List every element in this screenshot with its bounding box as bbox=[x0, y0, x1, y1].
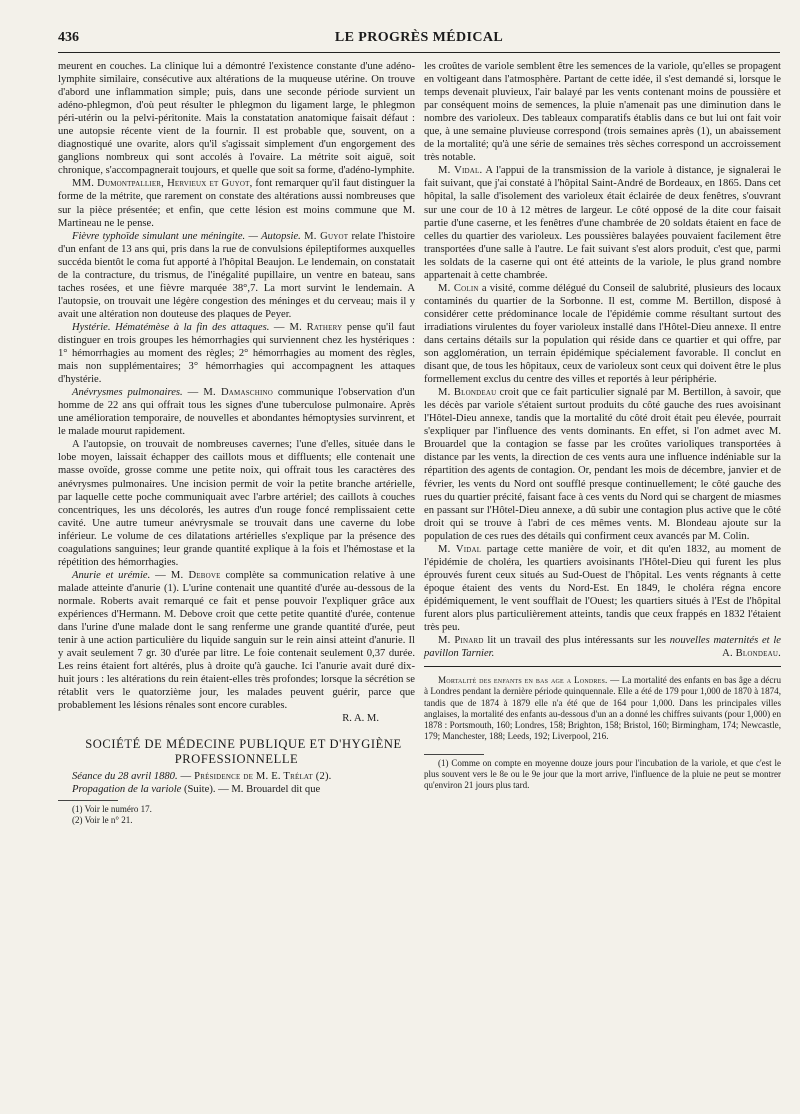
paragraph-text: communique l'observation d'un homme de 22 ans qui offrait tous les signes d'une tuberculose pulmonaire. Après une amélioration temporaire, de nouvelles et abondantes hémoptysies survinrent, et le malade mourut rapidement. bbox=[58, 387, 415, 438]
footnote: (2) Voir le n° 21. bbox=[72, 815, 133, 826]
footnote-rule bbox=[424, 754, 484, 755]
paragraph bbox=[58, 321, 415, 386]
journal-title: LE PROGRÈS MÉDICAL bbox=[334, 30, 504, 45]
paragraph bbox=[58, 177, 415, 229]
paragraph bbox=[58, 386, 415, 438]
section-title: Anévrysmes pulmonaires. bbox=[72, 387, 183, 399]
paragraph bbox=[424, 543, 781, 634]
paragraph bbox=[58, 230, 415, 321]
signature: A. Blondeau. bbox=[722, 648, 781, 660]
author-name: — M. Damaschino bbox=[187, 387, 273, 399]
paragraph bbox=[424, 164, 781, 281]
footnote: (1) Comme on compte en moyenne douze jours pour l'incubation de la variole, et que c'est le plus souvent vers le 8e ou le 9e jour que la mort arrive, l'influence de la pluie ne peut se montrer qu'environ 21 jours plus tard. bbox=[424, 758, 781, 791]
section-title: Propagation de la variole bbox=[72, 784, 182, 796]
seance-line bbox=[58, 770, 415, 783]
footnote-rule bbox=[58, 800, 118, 801]
paragraph bbox=[424, 634, 781, 660]
paragraph-text: a visité, comme délégué du Conseil de salubrité, plusieurs des locaux contaminés du quartier de la Sorbonne. Il est, comme M. Bertillon, disposé à considérer cette prédominance locale de l'épidémie comme résultant surtout des irradiations virulentes du foyer varioleux installé dans l'Hôtel-Dieu annexe. Il entre dans certains détails sur la population qui réside dans ce quartier et qui offre, par son agglomération, un terrain épidémique spécialement favorable. Il conclut en disant que, de tous les hôpitaux, ceux de varioleux sont ceux qui doivent être le plus formellement exclus du centre des villes et reportés à leur périphérie. bbox=[424, 282, 781, 386]
paragraph-text: croit que ce fait particulier signalé par M. Bertillon, à savoir, que les décès par variole s'étaient surtout produits du côté gauche des rues avoisinant l'Hôtel-Dieu annexe, tandis que la mortalité du côté droit était peu élevée, pourrait s'expliquer par l'influence des vents dominants. En effet, si l'on admet avec M. Brouardel que la contagion se fasse par les croûtes varioliques transportées à distance par les vents, la direction de ces vents aura une influence indéniable sur la répartition des agents de contagion. Or, pendant les mois de décembre, janvier et de février, les vents du Nord ont soufflé presque continuellement; le côté gauche des rues du quartier précité, faisant face à ces vents du Nord qui se chargent de miasmes en passant sur l'Hôtel-Dieu annexe, a dû subir une contagion plus active que le côté droit qui se trouve à l'abri de ces mêmes vents. M. Blondeau ajoute sur la population de ces rues des détails qui confirment ceux avancés par M. Colin. bbox=[424, 387, 781, 542]
paragraph bbox=[424, 386, 781, 543]
paragraph-text: A l'appui de la transmission de la variole à distance, je signalerai le fait suivant, que j'ai constaté à l'hôpital Saint-André de Bordeaux, en 1865. Dans cet hôpital, la salle d'isolement des varioleux était éclairée de deux fenêtres, s'ouvrant sur une cour de 10 à 12 mètres de largeur. Le côté opposé de la dite cour faisait partie d'une caserne, et les fenêtres d'une chambrée de 20 soldats étaient en face de celles du quartier des varioleux. Les poussières balayées pouvaient facilement être transportées d'une salle à l'autre. Le fait suivant s'est alors produit, c'est que, parmi les soldats de la caserne qui ont été atteints de la variole, le plus grand nombre appartenait à cette chambrée. bbox=[424, 165, 781, 281]
presidence: — Présidence de M. E. Trélat (2). bbox=[177, 771, 332, 783]
author-name: M. Vidal. bbox=[438, 165, 483, 177]
paragraph-text: pense qu'il faut distinguer en trois groupes les hémorrhagies qui surviennent chez les hystériques : 1° hémorrhagies au moment des règles; 2° hémorrhagies au moment des règles, mais non supplémentaires; 3° hémorrhagies qui accompagnent les attaques d'hystérie. bbox=[58, 321, 415, 386]
author-name: M. Vidal bbox=[438, 543, 482, 555]
author-name: M. Guyot bbox=[304, 230, 349, 242]
page-header bbox=[58, 22, 780, 50]
propagation-line bbox=[58, 783, 415, 796]
section-divider bbox=[424, 666, 781, 667]
paragraph-text: font remarquer qu'il faut distinguer la forme de la métrite, que rarement on constate des altérations aussi nombreuses que sur la pièce présentée; et enfin, que cette lésion est moins commune que M. Martineau ne le pense. bbox=[58, 178, 415, 229]
header-rule bbox=[58, 52, 780, 53]
author-name: M. Blondeau bbox=[438, 387, 497, 399]
section-title: Anurie et urémie. bbox=[72, 569, 151, 581]
section-title: Hystérie. Hématémèse à la fin des attaques. bbox=[72, 321, 270, 333]
paragraph-text: lit un travail des plus intéressants sur les bbox=[483, 635, 670, 647]
paragraph: A l'autopsie, on trouvait de nombreuses cavernes; l'une d'elles, située dans le lobe moyen, laissait échapper des caillots mous et diffluents; elle contenait une masse ovoïde, grosse comme une petite noix, qui offrait tous les caractères des anévrysmes pulmonaires. Une incision permit de voir la petite branche artérielle, par laquelle cette poche communiquait avec l'arbre artériel; des caillots à couches concentriques, les uns décolorés, les autres d'un rouge foncé remplissaient cette cavité. Une autre tumeur anévrysmale se trouvait dans une caverne du lobe inférieur. Le volume de ces dilatations artérielles s'explique par la présence des coagulations sanguines; leur grande quantité explique à la fois et l'hémostase et la répétition des hémorrhagies. bbox=[58, 439, 415, 568]
right-column bbox=[424, 60, 781, 791]
section-title: Fièvre typhoïde simulant une méningite. — Autopsie. bbox=[72, 230, 301, 242]
paragraph-text: complète sa communication relative à une malade atteinte d'anurie (1). L'urine contenait une quantité d'urée au-dessous de la normale. Roberts avait remarqué ce fait et pense pouvoir l'expliquer grâce aux expériences d'Hermann. M. Debove croit que cette petite quantité d'urée, contenue dans l'urine d'une malade dont le sang renferme une grande quantité d'urée, peut tenir à une action particulière du liquide sanguin sur le rein ainsi atteint d'anurie. Il y avait seulement 7 gr. 30 d'urée par litre. Le foie contenait seulement 0,37 durée. Les reins étaient fort altérés, plus à droite qu'à gauche. Ici l'anurie avait duré dix-huit jours : les altérations du rein étaient-elles très profondes; lorsque la sécrétion se rétablit vers le quatorzième jour, les malades peuvent guérir, parce que probablement les lésions rénales sont encore curables. bbox=[58, 569, 416, 712]
mortality-note bbox=[424, 675, 781, 742]
paragraph: les croûtes de variole semblent être les semences de la variole, qu'elles se propagent en voltigeant dans l'atmosphère. Partant de cette idée, il s'est demandé si, lorsque le temps devenait pluvieux, l'air balayé par les vents contenant moins de poussière et par conséquent moins de semences, la pluie n'amenait pas une diminution dans le nombre des varioleux. Des tableaux comparatifs établis dans ce but lui ont fait voir que, à une semaine pluvieuse correspond (trois semaines après (1), un abaissement de la mortalité; qu'à une série de semaines très sèches correspond un accroissement très notable. bbox=[424, 61, 781, 164]
author-name: — M. Rathery bbox=[273, 321, 343, 333]
paragraph-text: partage cette manière de voir, et dit qu'en 1832, au moment de l'épidémie de choléra, les quartiers avoisinants l'Hôtel-Dieu qui furent les plus éprouvés furent ceux situés au Sud-Ouest de l'hôpital. Les vents régnants à cette époque étaient des vents du Nord-Est. En 1849, le choléra régna encore épidémiquement, le vent soufflait de l'Ouest; les quartiers situés à l'Est de l'hôpital furent alors plus particulièrement atteints, tandis que ceux frappés en 1832 l'étaient très peu. bbox=[424, 543, 782, 634]
paragraph bbox=[424, 282, 781, 386]
note-title: Mortalité des enfants en bas age a Londres. bbox=[438, 675, 608, 686]
paragraph-text: relate l'histoire d'un enfant de 13 ans qui, pris dans la rue de convulsions épileptiformes auxquelles succéda bientôt le coma fut apporté à l'hôpital Beaujon. Le lendemain, on constatait de la contracture, du trismus, de l'inégalité pupillaire, un ventre en bateau, sans taches rosées, et une fièvre marquée 38°,7. La mort survint le lendemain. A l'autopsie, on trouvait une légère congestion des méninges et du cerveau; mais il y avait une altération non douteuse des plaques de Peyer. bbox=[58, 230, 415, 320]
society-title: SOCIÉTÉ DE MÉDECINE PUBLIQUE ET D'HYGIÈNE PROFESSIONNELLE bbox=[85, 737, 402, 767]
author-names: MM. Dumontpallier, Hervieux et Guyot, bbox=[72, 178, 253, 190]
seance-date: Séance du 28 avril 1880. bbox=[72, 771, 178, 783]
paragraph-text: (Suite). — M. Brouardel dit que bbox=[181, 784, 321, 796]
author-name: M. Pinard bbox=[438, 635, 484, 647]
author-name: M. Colin bbox=[438, 282, 479, 294]
note-text: — La mortalité des enfants en bas âge a décru à Londres pendant la dernière période quinquennale. Elle a été de 179 pour 1,000 de 1870 à 1874, tandis que de 1874 à 1879 elle n'a été que de 164 pour 1,000. Dans les principales villes anglaises, la mortalité des enfants au-dessous d'un an a donné les chiffres suivants (pour 1,000) en 1878 : Portsmouth, 160; Londres, 158; Brighton, 158; Bristol, 160; Birmingham, 174; Newcastle, 179; Manchester, 188; Leeds, 192; Liverpool, 216. bbox=[424, 675, 781, 742]
work-title: nouvelles maternités et le pavillon Tarnier. bbox=[424, 635, 781, 660]
page-number: 436 bbox=[58, 30, 79, 45]
paragraph: meurent en couches. La clinique lui a démontré l'existence constante d'une adéno-lymphite similaire, consécutive aux altérations de la muqueuse utérine. On trouve d'abord une inflammation simple; puis, dans une seconde période survient un adéno-phlegmon, d'où peut résulter le phlegmon du ligament large, le phlegmon péri-utérin ou la pelvi-péritonite. Mais la constatation anatomique faisait défaut : une autopsie récente vient de la fournir. Il est probable que, souvent, on a diagnostiqué une ovarite, alors qu'il s'agissait simplement d'un engorgement des ganglions nombreux qui sont accolés à l'ovaire. La métrite soit aiguë, soit chronique, s'accompagnerait toujours, et quelle que soit sa forme, d'adéno-lymphite. bbox=[58, 61, 415, 177]
left-column bbox=[58, 60, 415, 826]
signature: R. A. M. bbox=[342, 713, 379, 725]
author-name: — M. Debove bbox=[155, 569, 221, 581]
footnote: (1) Voir le numéro 17. bbox=[72, 804, 152, 815]
paragraph bbox=[58, 569, 415, 713]
